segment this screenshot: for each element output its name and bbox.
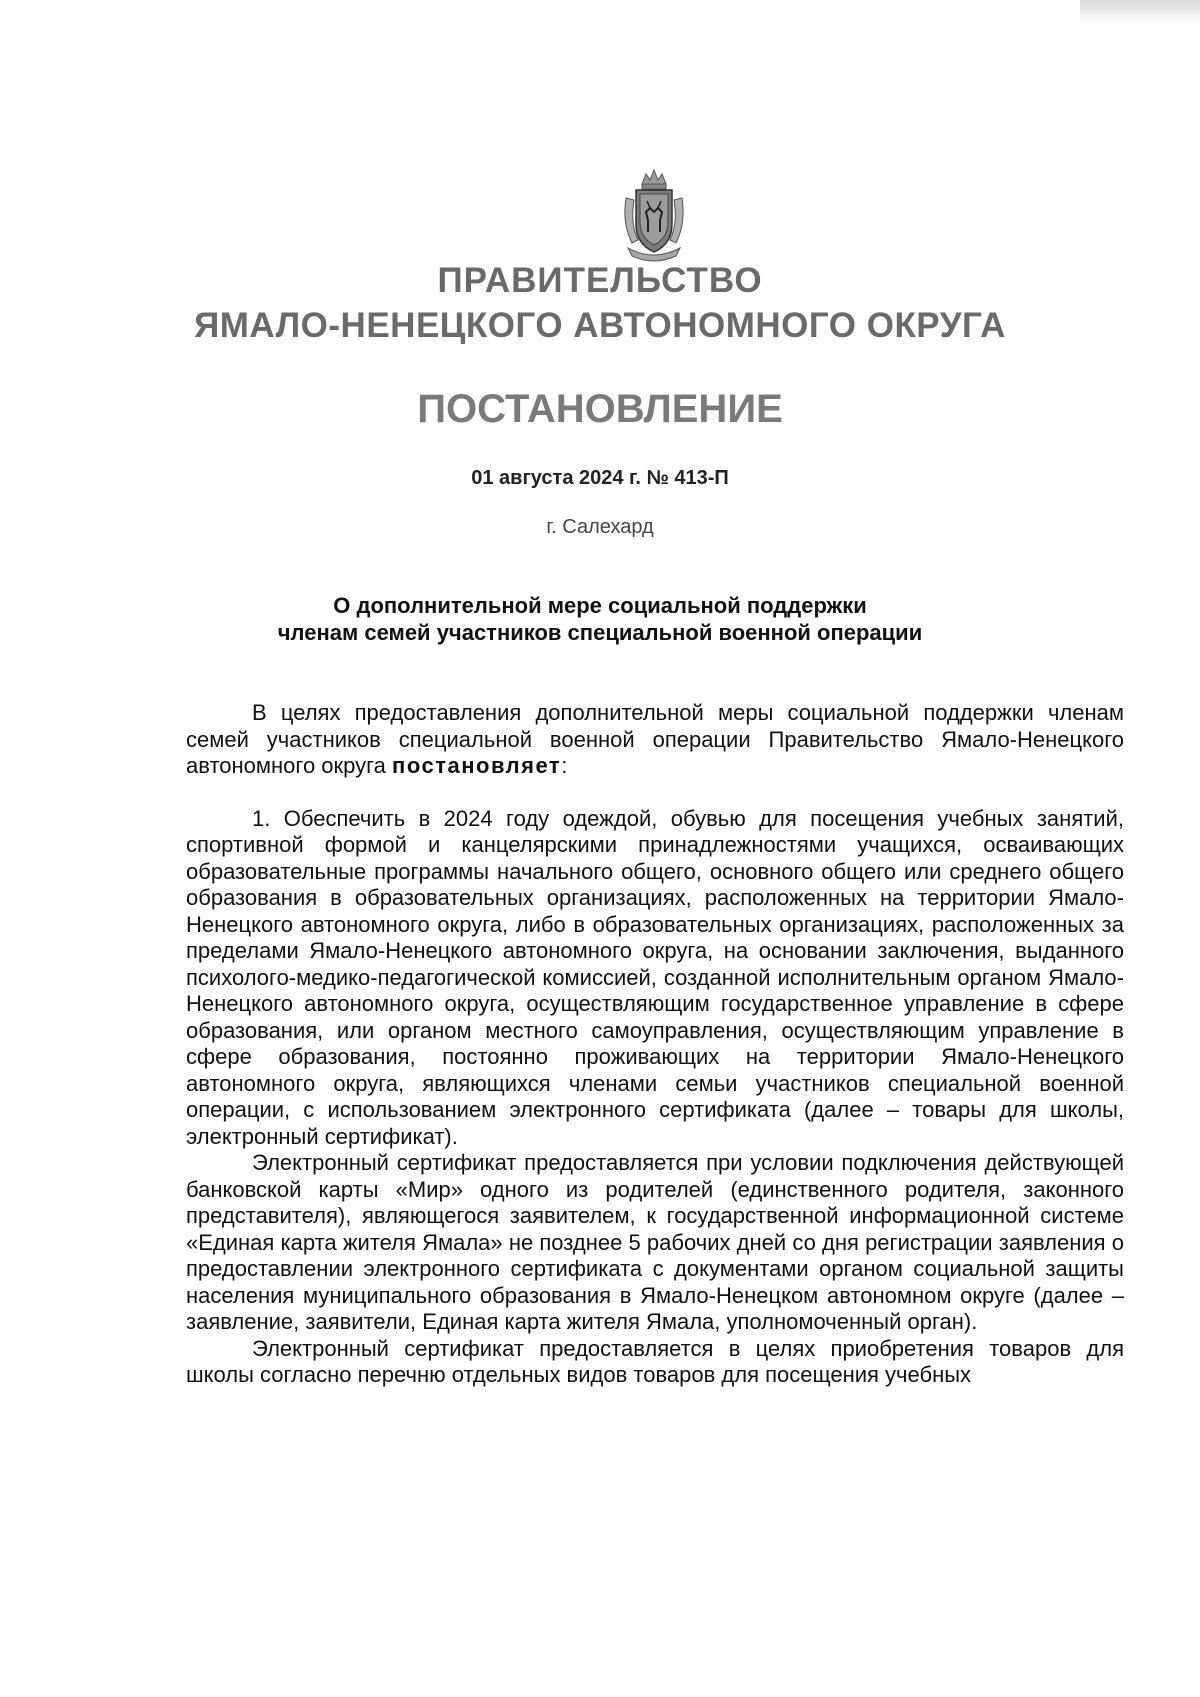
subject-line-2: членам семей участников специальной военной операции — [277, 620, 923, 645]
coat-of-arms-icon — [616, 168, 692, 264]
scan-corner-shadow — [1080, 0, 1200, 22]
document-body — [186, 700, 1124, 1389]
intro-text: В целях предоставления дополнительной меры социальной поддержки членам семей участников специальной военной операции Правительство Ямало-Ненецкого автономного округа — [186, 700, 1124, 778]
document-date-number: 01 августа 2024 г. № 413-П — [471, 467, 729, 489]
intro-emphasis: постановляет — [392, 753, 562, 778]
paragraph-2: Электронный сертификат предоставляется при условии подключения действующей банковской карты «Мир» одного из родителей (единственного родителя, законного представителя), являющегося заявителем, к государственной информационной системе «Единая карта жителя Ямала» не позднее 5 рабочих дней со дня регистрации заявления о предоставлении электронного сертификата с документами органом социальной защиты населения муниципального образования в Ямало-Ненецком автономном округе (далее – заявление, заявители, Единая карта жителя Ямала, уполномоченный орган). — [186, 1150, 1124, 1334]
intro-paragraph — [186, 700, 1124, 780]
intro-end: : — [561, 753, 568, 778]
paragraph-1: 1. Обеспечить в 2024 году одеждой, обувью для посещения учебных занятий, спортивной формой и канцелярскими принадлежностями учащихся, осваивающих образовательные программы начального общего, основного общего или среднего общего образования в образовательных организациях, расположенных на территории Ямало-Ненецкого автономного округа, либо в образовательных организациях, расположенных за пределами Ямало-Ненецкого автономного округа, на основании заключения, выданного психолого-медико-педагогической комиссией, созданной исполнительным органом Ямало-Ненецкого автономного округа, осуществляющим государственное управление в сфере образования, или органом местного самоуправления, осуществляющим управление в сфере образования, постоянно проживающих на территории Ямало-Ненецкого автономного округа, являющихся членами семьи участников специальной военной операции, с использованием электронного сертификата (далее – товары для школы, электронный сертификат). — [186, 805, 1124, 1149]
region-title: ЯМАЛО-НЕНЕЦКОГО АВТОНОМНОГО ОКРУГА — [194, 306, 1006, 345]
paragraph-3: Электронный сертификат предоставляется в целях приобретения товаров для школы согласно перечню отдельных видов товаров для посещения учебных — [186, 1335, 1124, 1387]
document-subject — [0, 592, 1200, 646]
document-city: г. Салехард — [546, 516, 654, 538]
government-title: ПРАВИТЕЛЬСТВО — [437, 261, 763, 300]
subject-line-1: О дополнительной мере социальной поддержки — [333, 593, 867, 618]
document-type: ПОСТАНОВЛЕНИЕ — [417, 387, 783, 431]
